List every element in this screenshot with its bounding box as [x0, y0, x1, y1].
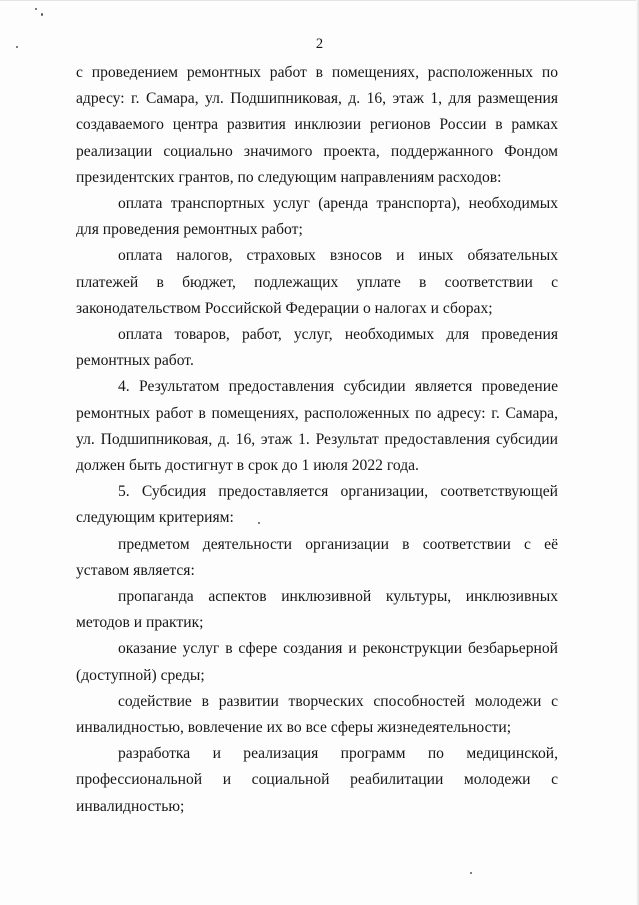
paragraph-activity-subject: предметом деятельности организации в соответствии с её уставом является: [76, 535, 558, 579]
paragraph-inclusive-culture: пропаганда аспектов инклюзивной культуры, инклюзивных методов и практик; [76, 588, 558, 632]
paragraph-goods-expenses: оплата товаров, работ, услуг, необходимых для проведения ремонтных работ. [76, 326, 558, 370]
scan-speck [35, 8, 37, 10]
scan-speck [41, 13, 43, 16]
paragraph-barrier-free: оказание услуг в сфере создания и реконструкции безбарьерной (доступной) среды; [76, 640, 558, 684]
scan-top-edge [0, 0, 639, 1]
paragraph-tax-expenses: оплата налогов, страховых взносов и иных обязательных платежей в бюджет, подлежащих уплате в соответствии с законодательством Российской Федерации о налогах и сборах; [76, 247, 558, 317]
paragraph-intro: с проведением ремонтных работ в помещениях, расположенных по адресу: г. Самара, ул. Подшипниковая, д. 16, этаж 1, для размещения создаваемого центра развития инклюзии регионов России в рамках реализации социально значимого проекта, поддержанного Фондом президентских грантов, по следующим направлениям расходов: [76, 64, 558, 186]
paragraph-rehabilitation: разработка и реализация программ по медицинской, профессиональной и социальной реабилитации молодежи с инвалидностью; [76, 745, 558, 815]
paragraph-subsidy-criteria: 5. Субсидия предоставляется организации, соответствующей следующим критериям: [76, 483, 558, 527]
paragraph-subsidy-result: 4. Результатом предоставления субсидии является проведение ремонтных работ в помещениях, расположенных по адресу: г. Самара, ул. Подшипниковая, д. 16, этаж 1. Результат предоставления субсидии должен быть достигнут в срок до 1 июля 2022 года. [76, 378, 558, 475]
page-number: 2 [315, 36, 324, 52]
paragraph-transport-expenses: оплата транспортных услуг (аренда транспорта), необходимых для проведения ремонтных работ; [76, 195, 558, 239]
scan-speck [470, 872, 472, 874]
paragraph-creative-abilities: содействие в развитии творческих способностей молодежи с инвалидностью, вовлечение их во все сферы жизнедеятельности; [76, 692, 558, 737]
document-body [76, 60, 558, 820]
